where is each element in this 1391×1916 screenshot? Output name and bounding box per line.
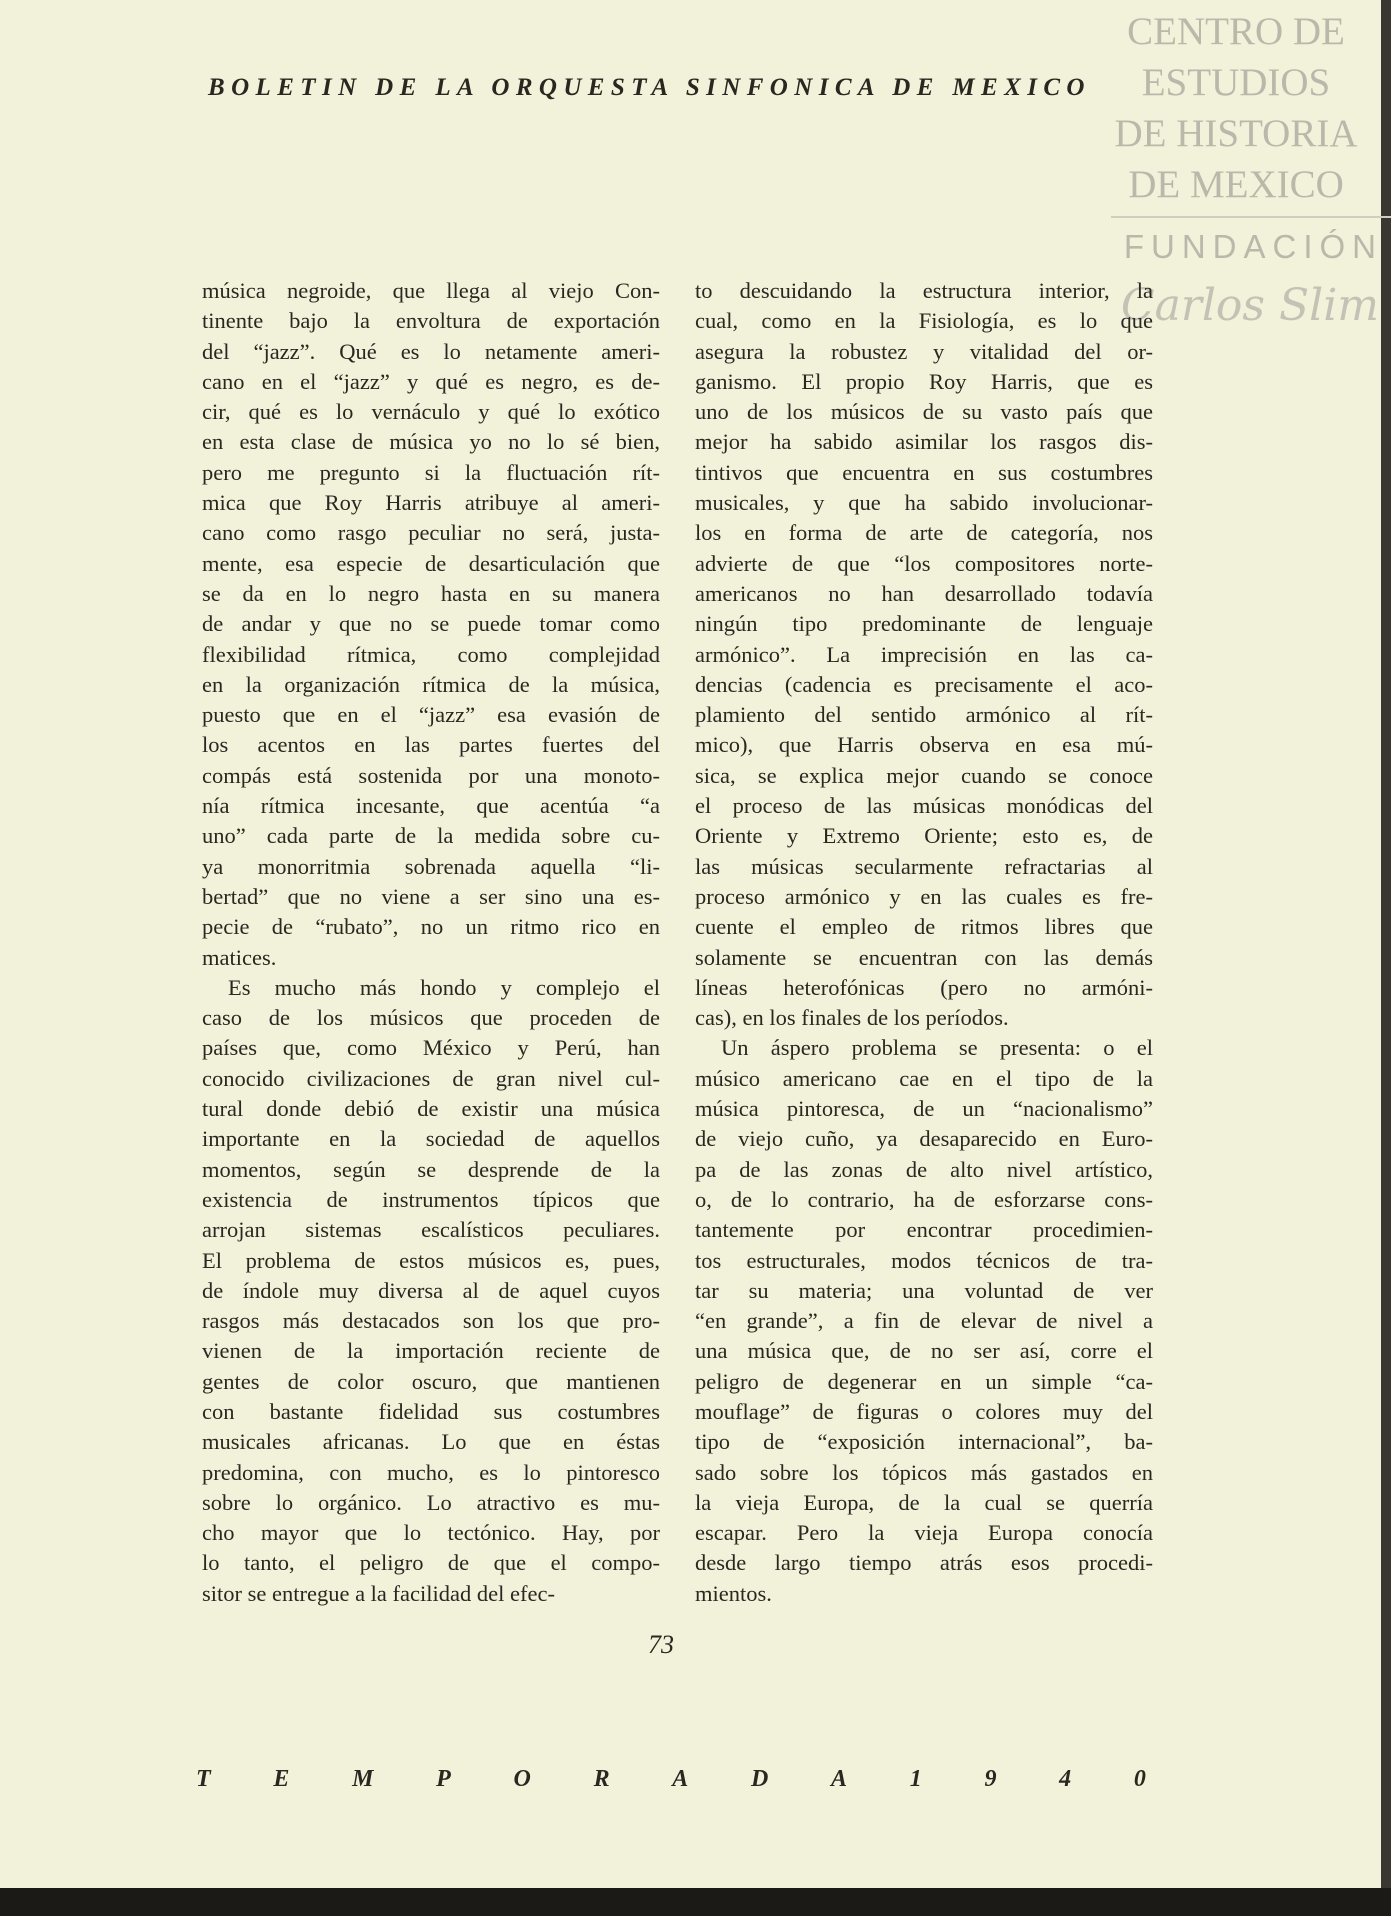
text-line: en la organización rítmica de la música, [202, 671, 660, 697]
running-header: BOLETIN DE LA ORQUESTA SINFONICA DE MEXICO [208, 74, 1091, 101]
watermark-line: DE MEXICO [1128, 163, 1344, 206]
text-line: musicales africanas. Lo que en éstas [202, 1429, 660, 1455]
text-line: mejor ha sabido asimilar los rasgos dis- [695, 429, 1153, 455]
text-line: ningún tipo predominante de lenguaje [695, 611, 1153, 637]
watermark-rule [1111, 216, 1391, 218]
footer-letter: 0 [1133, 1766, 1146, 1792]
text-line: asegura la robustez y vitalidad del or- [695, 338, 1153, 364]
text-line: cho mayor que lo tectónico. Hay, por [202, 1520, 660, 1546]
text-line: nía rítmica incesante, que acentúa “a [202, 793, 660, 819]
watermark-signature: Carlos Slim [1120, 280, 1379, 331]
text-line: cano en el “jazz” y qué es negro, es de- [202, 368, 660, 394]
footer-letter: A [831, 1766, 848, 1792]
text-line: plamiento del sentido armónico al rít- [695, 702, 1153, 728]
watermark-centro [1111, 6, 1361, 210]
text-line: una música que, de no ser así, corre el [695, 1338, 1153, 1364]
footer-letter: T [196, 1766, 211, 1792]
text-line: tural donde debió de existir una música [202, 1096, 660, 1122]
text-line: líneas heterofónicas (pero no armóni- [695, 974, 1153, 1000]
text-line: mente, esa especie de desarticulación que [202, 550, 660, 576]
text-line: cano como rasgo peculiar no será, justa- [202, 520, 660, 546]
text-line: mientos. [695, 1580, 772, 1606]
text-line: países que, como México y Perú, han [202, 1035, 660, 1061]
text-line: sobre lo orgánico. Lo atractivo es mu- [202, 1489, 660, 1515]
text-line: to descuidando la estructura interior, la [695, 278, 1153, 303]
scan-edge-bottom [0, 1888, 1391, 1916]
footer-letter: O [513, 1766, 531, 1792]
text-line: compás está sostenida por una monoto- [202, 762, 660, 788]
footer-letter: 9 [984, 1766, 997, 1792]
text-line: tantemente por encontrar procedimien- [695, 1217, 1153, 1243]
text-line: sitor se entregue a la facilidad del efec- [202, 1580, 555, 1606]
text-line: dencias (cadencia es precisamente el aco- [695, 671, 1153, 697]
text-line: sica, se explica mejor cuando se conoce [695, 762, 1153, 788]
text-column-left [202, 276, 660, 1609]
watermark-line: DE HISTORIA [1114, 112, 1358, 155]
text-line: Es mucho más hondo y complejo el [228, 974, 660, 1000]
text-line: gentes de color oscuro, que mantienen [202, 1368, 660, 1394]
text-line: tos estructurales, modos técnicos de tra- [695, 1247, 1153, 1273]
text-line: bertad” que no viene a ser sino una es- [202, 883, 660, 909]
text-line: pero me pregunto si la fluctuación rít- [202, 459, 660, 485]
text-line: desde largo tiempo atrás esos procedi- [695, 1550, 1153, 1576]
text-line: lo tanto, el peligro de que el compo- [202, 1550, 660, 1576]
text-line: tinente bajo la envoltura de exportación [202, 308, 660, 334]
text-line: uno” cada parte de la medida sobre cu- [202, 823, 660, 849]
text-line: Un áspero problema se presenta: o el [721, 1035, 1153, 1061]
text-line: existencia de instrumentos típicos que [202, 1186, 660, 1212]
text-line: se da en lo negro hasta en su manera [202, 580, 660, 606]
text-line: pa de las zonas de alto nivel artístico, [695, 1156, 1153, 1182]
text-line: vienen de la importación reciente de [202, 1338, 660, 1364]
text-line: con bastante fidelidad sus costumbres [202, 1398, 660, 1424]
text-line: mouflage” de figuras o colores muy del [695, 1398, 1153, 1424]
text-line: peligro de degenerar en un simple “ca- [695, 1368, 1153, 1394]
footer-letter: A [672, 1766, 689, 1792]
text-line: predomina, con mucho, es lo pintoresco [202, 1459, 660, 1485]
text-line: Oriente y Extremo Oriente; esto es, de [695, 823, 1153, 849]
text-line: tipo de “exposición internacional”, ba- [695, 1429, 1153, 1455]
text-line: la vieja Europa, de la cual se querría [695, 1489, 1153, 1515]
text-line: el proceso de las músicas monódicas del [695, 793, 1153, 819]
text-line: tar su materia; una voluntad de ver [695, 1277, 1153, 1303]
text-line: escapar. Pero la vieja Europa conocía [695, 1520, 1153, 1546]
scan-edge-right [1381, 0, 1391, 1916]
footer-letter: 1 [909, 1766, 922, 1792]
watermark-line: CENTRO DE [1127, 10, 1345, 53]
text-line: sado sobre los tópicos más gastados en [695, 1459, 1153, 1485]
text-line: proceso armónico y en las cuales es fre- [695, 883, 1153, 909]
text-line: “en grande”, a fin de elevar de nivel a [695, 1308, 1153, 1334]
text-line: solamente se encuentran con las demás [695, 944, 1153, 970]
text-line: o, de lo contrario, ha de esforzarse cons- [695, 1186, 1153, 1212]
footer-letter: M [352, 1766, 374, 1792]
text-line: conocido civilizaciones de gran nivel cul- [202, 1065, 660, 1091]
footer-letter: D [751, 1766, 769, 1792]
text-line: de viejo cuño, ya desaparecido en Euro- [695, 1126, 1153, 1152]
text-line: mico), que Harris observa en esa mú- [695, 732, 1153, 758]
text-line: matices. [202, 944, 277, 970]
text-line: las músicas secularmente refractarias al [695, 853, 1153, 879]
text-line: en esta clase de música yo no lo sé bien, [202, 429, 660, 455]
text-line: importante en la sociedad de aquellos [202, 1126, 660, 1152]
text-line: de índole muy diversa al de aquel cuyos [202, 1277, 660, 1303]
footer-letter: P [436, 1766, 451, 1792]
text-line: uno de los músicos de su vasto país que [695, 399, 1153, 425]
text-line: arrojan sistemas escalísticos peculiares. [202, 1217, 660, 1243]
text-line: mica que Roy Harris atribuye al ameri- [202, 490, 660, 516]
text-line: música pintoresca, de un “nacionalismo” [695, 1096, 1153, 1122]
page-number: 73 [648, 1630, 674, 1659]
text-line: los acentos en las partes fuertes del [202, 732, 660, 758]
watermark-foundation: FUNDACIÓN [1123, 228, 1383, 265]
text-line: rasgos más destacados son los que pro- [202, 1308, 660, 1334]
text-column-right [695, 276, 1153, 1609]
text-line: cas), en los finales de los períodos. [695, 1005, 1009, 1031]
text-line: musicales, y que ha sabido involucionar- [695, 490, 1153, 516]
text-line: cuente el empleo de ritmos libres que [695, 914, 1153, 940]
text-line: ya monorritmia sobrenada aquella “li- [202, 853, 660, 879]
text-line: caso de los músicos que proceden de [202, 1005, 660, 1031]
text-line: cual, como en la Fisiología, es lo que [695, 308, 1153, 334]
text-line: los en forma de arte de categoría, nos [695, 520, 1153, 546]
text-line: música negroide, que llega al viejo Con- [202, 278, 660, 303]
text-line: momentos, según se desprende de la [202, 1156, 660, 1182]
footer-temporada [196, 1766, 1146, 1793]
text-line: puesto que en el “jazz” esa evasión de [202, 702, 660, 728]
text-line: del “jazz”. Qué es lo netamente ameri- [202, 338, 660, 364]
text-line: pecie de “rubato”, no un ritmo rico en [202, 914, 660, 940]
text-line: cir, qué es lo vernáculo y qué lo exótico [202, 399, 660, 425]
text-line: advierte de que “los compositores norte- [695, 550, 1153, 576]
text-line: ganismo. El propio Roy Harris, que es [695, 368, 1153, 394]
text-line: flexibilidad rítmica, como complejidad [202, 641, 660, 667]
text-line: músico americano cae en el tipo de la [695, 1065, 1153, 1091]
text-line: tintivos que encuentra en sus costumbres [695, 459, 1153, 485]
footer-letter: R [593, 1766, 610, 1792]
footer-letter: 4 [1059, 1766, 1072, 1792]
text-line: armónico”. La imprecisión en las ca- [695, 641, 1153, 667]
watermark-line: ESTUDIOS [1141, 61, 1331, 104]
text-line: americanos no han desarrollado todavía [695, 580, 1153, 606]
footer-letter: E [273, 1766, 290, 1792]
text-line: de andar y que no se puede tomar como [202, 611, 660, 637]
text-line: El problema de estos músicos es, pues, [202, 1247, 660, 1273]
